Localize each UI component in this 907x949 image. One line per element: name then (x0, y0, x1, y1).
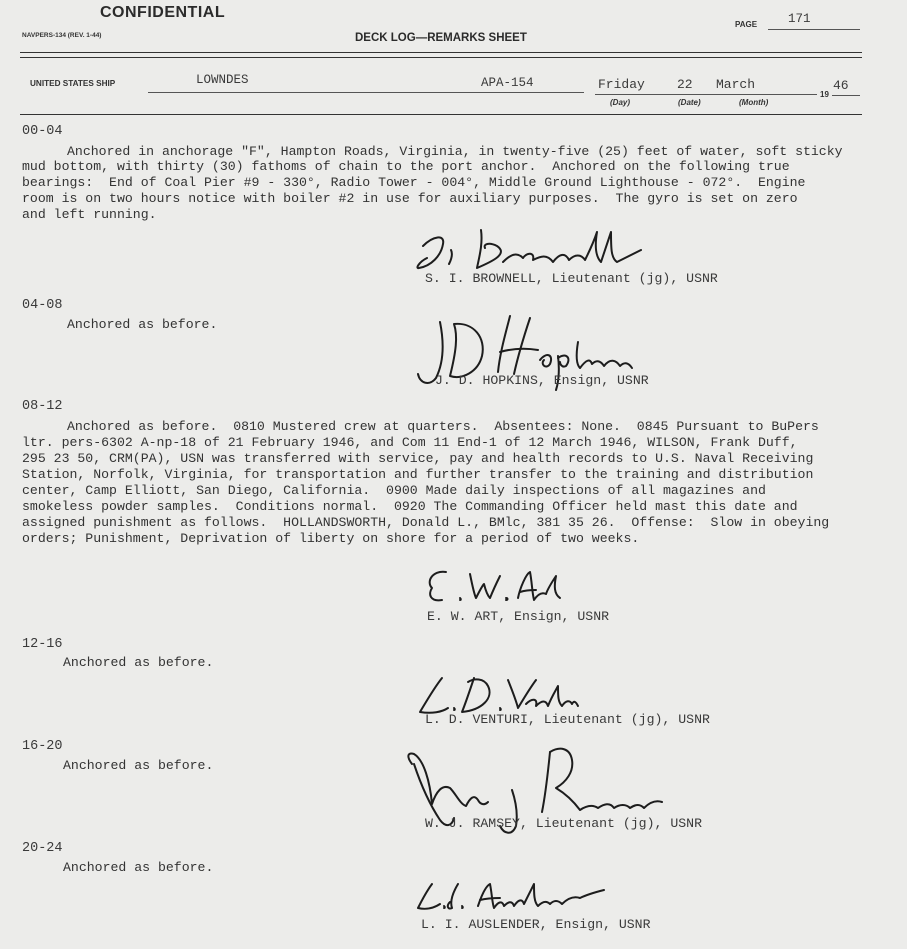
entry-line: bearings: End of Coal Pier #9 - 330°, Radio Tower - 004°, Middle Ground Lighthouse - 072°. Engine (22, 175, 806, 190)
date-line (595, 94, 817, 95)
signature-ramsey (400, 742, 670, 847)
date-caption: (Date) (678, 98, 701, 107)
watch-label: 16-20 (22, 739, 63, 754)
watch-label: 04-08 (22, 298, 63, 313)
sheet-title: DECK LOG—REMARKS SHEET (355, 32, 527, 44)
signer-name: J. D. HOPKINS, Ensign, USNR (435, 373, 649, 388)
entry-line: Anchored as before. (67, 317, 218, 332)
watch-label: 08-12 (22, 399, 63, 414)
year-line (832, 95, 860, 96)
year-suffix: 46 (833, 78, 849, 93)
watch-label: 12-16 (22, 637, 63, 652)
entry-line: Anchored as before. 0810 Mustered crew at quarters. Absentees: None. 0845 Pursuant to BuPers (67, 419, 819, 434)
signer-name: L. D. VENTURI, Lieutenant (jg), USNR (425, 712, 710, 727)
ship-line-rule (20, 114, 862, 115)
signer-name: E. W. ART, Ensign, USNR (427, 609, 610, 624)
watch-label: 20-24 (22, 841, 63, 856)
month-caption: (Month) (739, 98, 769, 107)
entry-line: mud bottom, with thirty (30) fathoms of chain to the port anchor. Anchored on the following true (22, 159, 790, 174)
page-number: 171 (788, 12, 811, 26)
entry-line: orders; Punishment, Deprivation of liberty on shore for a period of two weeks. (22, 531, 640, 546)
classification-heading: CONFIDENTIAL (100, 4, 226, 21)
entry-line: Anchored as before. (63, 655, 214, 670)
year-prefix: 19 (820, 90, 829, 99)
signer-name: S. I. BROWNELL, Lieutenant (jg), USNR (425, 271, 718, 286)
entry-line: smokeless powder samples. Conditions normal. 0920 The Commanding Officer held mast this date and (22, 499, 798, 514)
entry-line: Station, Norfolk, Virginia, for transportation and further transfer to the training and distribution (22, 467, 814, 482)
ship-label: UNITED STATES SHIP (30, 79, 116, 88)
entry-line: and left running. (22, 207, 157, 222)
page-number-line (768, 29, 860, 30)
ship-line (148, 92, 584, 93)
log-month: March (716, 77, 756, 92)
entry-line: 295 23 50, CRM(PA), USN was transferred with service, pay and health records to U.S. Naval Receiving (22, 451, 814, 466)
ship-name: LOWNDES (196, 73, 249, 87)
entry-line: Anchored in anchorage "F", Hampton Roads, Virginia, in twenty-five (25) feet of water, soft sticky (67, 144, 843, 159)
log-day: Friday (598, 77, 645, 92)
entry-line: Anchored as before. (63, 860, 214, 875)
entry-line: assigned punishment as follows. HOLLANDSWORTH, Donald L., BMlc, 381 35 26. Offense: Slow in obeying (22, 515, 830, 530)
header-rule-bottom (20, 57, 862, 58)
header-rule-top (20, 52, 862, 53)
entry-line: room is on two hours notice with boiler #2 in use for auxiliary purposes. The gyro is set on zero (22, 191, 798, 206)
log-date: 22 (677, 77, 693, 92)
entry-line: center, Camp Elliott, San Diego, California. 0900 Made daily inspections of all magazines and (22, 483, 766, 498)
form-id: NAVPERS-134 (REV. 1-44) (22, 32, 102, 39)
watch-label: 00-04 (22, 124, 63, 139)
day-caption: (Day) (610, 98, 631, 107)
page-label: PAGE (735, 20, 758, 29)
signer-name: L. I. AUSLENDER, Ensign, USNR (421, 917, 651, 932)
entry-line: Anchored as before. (63, 758, 214, 773)
signer-name: W. J. RAMSEY, Lieutenant (jg), USNR (425, 816, 702, 831)
hull-number: APA-154 (481, 76, 534, 90)
entry-line: ltr. pers-6302 A-np-18 of 21 February 1946, and Com 11 End-1 of 12 March 1946, WILSON, Frank Duff, (22, 435, 798, 450)
signature-auslender (412, 876, 612, 921)
